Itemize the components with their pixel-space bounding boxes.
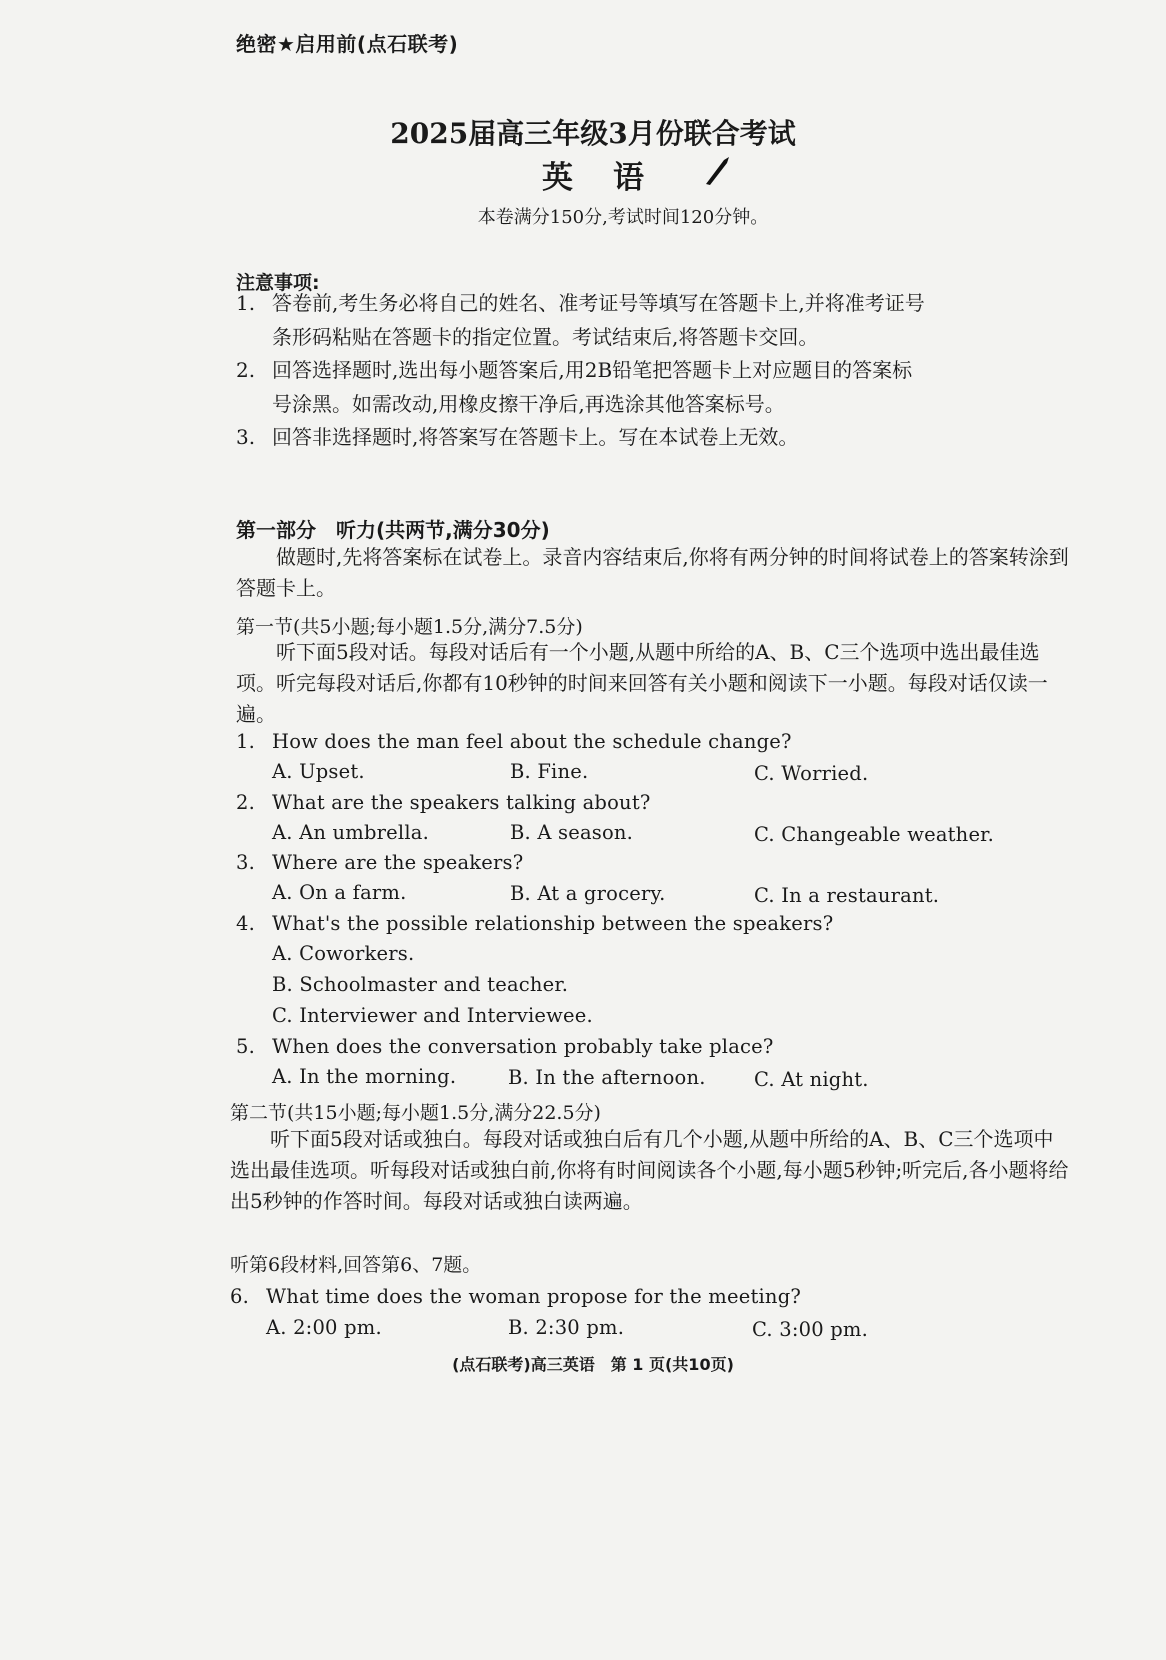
question-text: What's the possible relationship between the speakers? [272,912,834,935]
note-text-cont: 条形码粘贴在答题卡的指定位置。考试结束后,将答题卡交回。 [272,325,819,349]
option-b: B. A season. [510,821,634,844]
option-b: B. In the afternoon. [508,1066,706,1089]
note-number: 2. [236,358,256,382]
question-3 [236,851,523,874]
note-number: 3. [236,425,256,449]
subject-title: 英语 [542,160,684,196]
option-b: B. At a grocery. [510,882,666,905]
page-footer: (点石联考)高三英语 第 1 页(共10页) [452,1355,734,1374]
question-4 [236,912,833,935]
option-c: C. Changeable weather. [754,823,994,846]
option-a: A. An umbrella. [272,821,430,844]
question-text: When does the conversation probably take place? [272,1035,774,1058]
section2-material: 听第6段材料,回答第6、7题。 [230,1254,482,1276]
section2-title: 第二节(共15小题;每小题1.5分,满分22.5分) [230,1102,601,1124]
option-a: A. Coworkers. [272,942,415,965]
option-b: B. 2:30 pm. [508,1316,625,1339]
question-6 [230,1285,801,1308]
question-number: 4. [236,912,256,935]
question-number: 3. [236,851,256,874]
note-text: 回答选择题时,选出每小题答案后,用2B铅笔把答题卡上对应题目的答案标 [272,358,913,382]
option-c: C. In a restaurant. [754,884,940,907]
option-a: A. Upset. [272,760,365,783]
option-a: A. In the morning. [272,1065,457,1088]
question-number: 6. [230,1285,250,1308]
section1-intro: 听下面5段对话。每段对话后有一个小题,从题中所给的A、B、C三个选项中选出最佳选项。听完每段对话后,你都有10秒钟的时间来回答有关小题和阅读下一小题。每段对话仅读一遍。 [236,640,1048,726]
question-text: What are the speakers talking about? [272,791,651,814]
notes-title: 注意事项: [236,272,320,294]
question-text: What time does the woman propose for the meeting? [266,1285,802,1308]
question-text: Where are the speakers? [272,851,524,874]
section2-intro: 听下面5段对话或独白。每段对话或独白后有几个小题,从题中所给的A、B、C三个选项中选出最佳选项。听每段对话或独白前,你将有时间阅读各个小题,每小题5秒钟;听完后,各小题将给出5秒钟的作答时间。每段对话或独白读两遍。 [230,1127,1069,1213]
question-number: 1. [236,730,256,753]
question-1 [236,730,792,753]
option-c: C. At night. [754,1068,869,1091]
part1-intro: 做题时,先将答案标在试卷上。录音内容结束后,你将有两分钟的时间将试卷上的答案转涂到答题卡上。 [236,545,1069,600]
option-c: C. 3:00 pm. [752,1318,868,1341]
note-text: 回答非选择题时,将答案写在答题卡上。写在本试卷上无效。 [272,425,799,449]
exam-title: 2025届高三年级3月份联合考试 [390,117,796,150]
section1-title: 第一节(共5小题;每小题1.5分,满分7.5分) [236,616,583,638]
question-number: 5. [236,1035,256,1058]
option-b: B. Schoolmaster and teacher. [272,973,569,996]
note-item-2 [236,353,1076,421]
note-item-1 [236,286,1076,354]
note-text: 答卷前,考生务必将自己的姓名、准考证号等填写在答题卡上,并将准考证号 [272,291,925,315]
option-a: A. 2:00 pm. [266,1316,382,1339]
question-2 [236,791,651,814]
note-number: 1. [236,291,256,315]
option-c: C. Interviewer and Interviewee. [272,1004,593,1027]
option-a: A. On a farm. [272,881,407,904]
confidential-label: 绝密★启用前(点石联考) [236,32,459,56]
question-number: 2. [236,791,256,814]
question-text: How does the man feel about the schedule change? [272,730,792,753]
option-c: C. Worried. [754,762,869,785]
part1-title: 第一部分 听力(共两节,满分30分) [236,518,550,542]
option-b: B. Fine. [510,760,589,783]
score-info: 本卷满分150分,考试时间120分钟。 [477,207,769,228]
question-5 [236,1035,774,1058]
note-text-cont: 号涂黑。如需改动,用橡皮擦干净后,再选涂其他答案标号。 [272,392,785,416]
note-item-3 [236,420,1076,454]
pen-mark-icon [702,154,732,186]
